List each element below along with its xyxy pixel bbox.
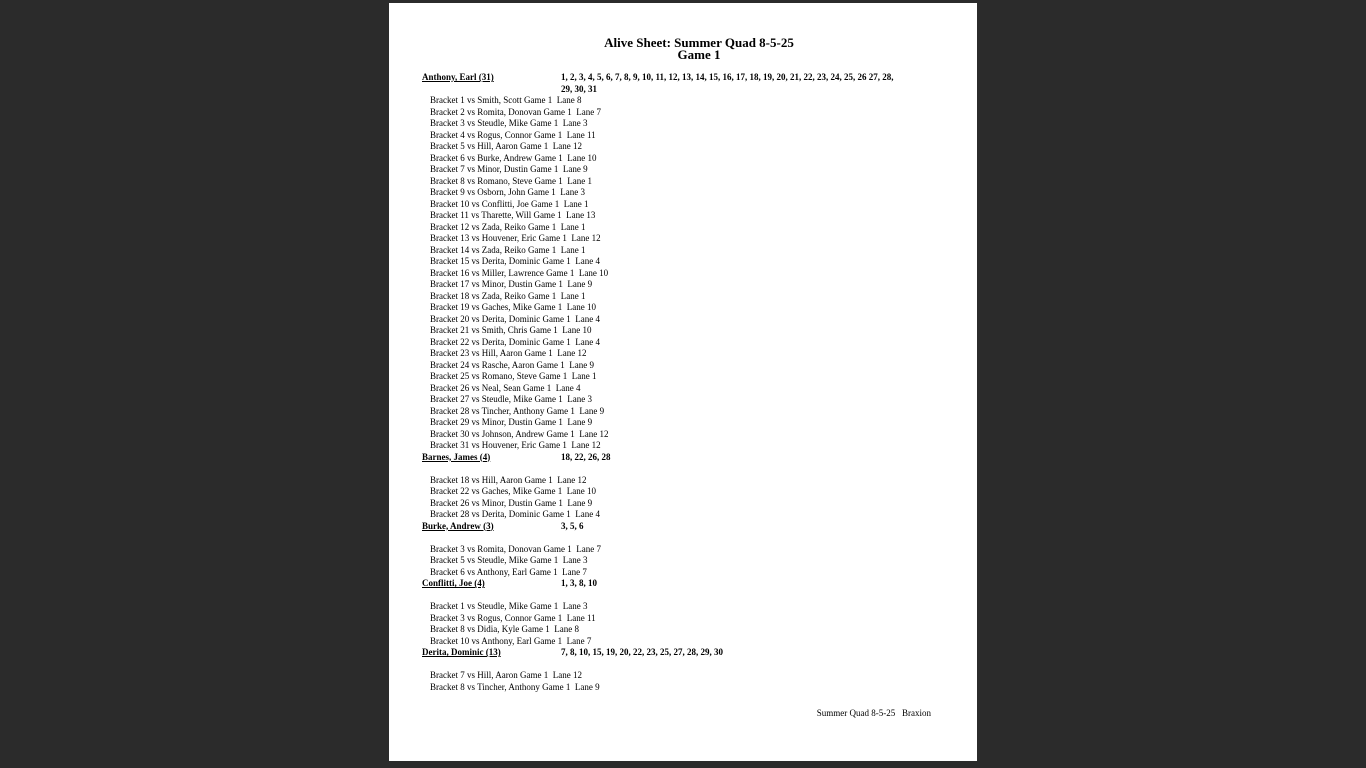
document-page [389,3,977,761]
page-footer: Summer Quad 8-5-25 Braxion [816,708,931,718]
bracket-matchup-line: Bracket 3 vs Rogus, Connor Game 1 Lane 11 [430,612,596,623]
bracket-matchup-line: Bracket 22 vs Derita, Dominic Game 1 Lane 4 [430,336,600,347]
bracket-matchup-line: Bracket 15 vs Derita, Dominic Game 1 Lane 4 [430,256,600,266]
bowler-name: Conflitti, Joe (4) [422,578,485,588]
bracket-matchup-line: Bracket 20 vs Derita, Dominic Game 1 Lane 4 [430,313,600,324]
bracket-matchup-line: Bracket 16 vs Miller, Lawrence Game 1 Lane 10 [430,267,609,278]
section-spacer [422,659,942,671]
bracket-matchup-line: Bracket 8 vs Romano, Steve Game 1 Lane 1 [430,175,592,186]
bracket-matchup-line: Bracket 9 vs Osborn, John Game 1 Lane 3 [430,187,585,197]
bracket-matchup-line: Bracket 28 vs Derita, Dominic Game 1 Lane 4 [430,509,600,519]
bracket-matchup-line: Bracket 11 vs Tharette, Will Game 1 Lane 13 [430,210,596,220]
bracket-matchup-line: Bracket 5 vs Hill, Aaron Game 1 Lane 12 [430,141,582,151]
bracket-matchup-line: Bracket 8 vs Didia, Kyle Game 1 Lane 8 [430,624,579,634]
bracket-matchup-line: Bracket 21 vs Smith, Chris Game 1 Lane 10 [430,325,592,335]
bracket-matchup-line: Bracket 3 vs Romita, Donovan Game 1 Lane 7 [430,543,601,554]
bracket-matchup-line: Bracket 30 vs Johnson, Andrew Game 1 Lane 12 [430,428,609,439]
bracket-matchup-line: Bracket 1 vs Steudle, Mike Game 1 Lane 3 [430,601,588,611]
bracket-matchup-line: Bracket 10 vs Conflitti, Joe Game 1 Lane 1 [430,198,589,209]
bracket-matchup-line: Bracket 4 vs Rogus, Connor Game 1 Lane 11 [430,129,596,140]
bowler-header [422,72,942,94]
bracket-matchup-line: Bracket 25 vs Romano, Steve Game 1 Lane 1 [430,371,597,381]
bracket-matchup-line: Bracket 27 vs Steudle, Mike Game 1 Lane 3 [430,394,592,404]
bracket-matchup-line: Bracket 7 vs Minor, Dustin Game 1 Lane 9 [430,164,588,174]
bowler-name: Burke, Andrew (3) [422,520,494,531]
bracket-matchup-line: Bracket 17 vs Minor, Dustin Game 1 Lane 9 [430,279,593,289]
bracket-matchup-line: Bracket 28 vs Tincher, Anthony Game 1 Lane 9 [430,405,605,416]
bracket-matchup-line: Bracket 6 vs Burke, Andrew Game 1 Lane 10 [430,152,597,163]
bracket-matchup-line: Bracket 26 vs Neal, Sean Game 1 Lane 4 [430,382,581,393]
bracket-matchup-line: Bracket 18 vs Zada, Reiko Game 1 Lane 1 [430,290,586,301]
bowler-header [422,452,942,464]
bracket-matchup-line: Bracket 24 vs Rasche, Aaron Game 1 Lane 9 [430,359,594,370]
bowler-header [422,521,942,533]
bowler-bracket-numbers: 1, 2, 3, 4, 5, 6, 7, 8, 9, 10, 11, 12, 13, 14, 15, 16, 17, 18, 19, 20, 21, 22, 23, 24, 25, 26 27, 28, 29, 30, 31 [561,72,894,94]
bracket-matchup-line: Bracket 22 vs Gaches, Mike Game 1 Lane 10 [430,486,596,496]
bracket-matchup-line: Bracket 18 vs Hill, Aaron Game 1 Lane 12 [430,474,587,485]
bowler-name: Derita, Dominic (13) [422,647,501,657]
bowler-name: Anthony, Earl (31) [422,72,494,82]
bracket-matchup-line: Bracket 8 vs Tincher, Anthony Game 1 Lane 9 [430,681,600,692]
bowler-bracket-numbers: 7, 8, 10, 15, 19, 20, 22, 23, 25, 27, 28, 29, 30 [561,647,723,657]
document-title: Alive Sheet: Summer Quad 8-5-25 [604,35,794,50]
section-spacer [422,590,942,602]
bowler-bracket-numbers: 1, 3, 8, 10 [561,578,597,588]
bracket-matchup-line: Bracket 23 vs Hill, Aaron Game 1 Lane 12 [430,348,587,358]
bowler-bracket-numbers: 18, 22, 26, 28 [561,451,611,462]
bracket-matchup-line: Bracket 1 vs Smith, Scott Game 1 Lane 8 [430,95,582,105]
document-subtitle: Game 1 [677,47,721,62]
bracket-matchup-line: Bracket 26 vs Minor, Dustin Game 1 Lane 9 [430,497,593,508]
alive-sheet-sections [422,72,942,693]
bowler-name: Barnes, James (4) [422,451,491,462]
bracket-matchup-line: Bracket 2 vs Romita, Donovan Game 1 Lane 7 [430,106,601,117]
bracket-matchup-line: Bracket 7 vs Hill, Aaron Game 1 Lane 12 [430,670,582,680]
bracket-matchup-line: Bracket 12 vs Zada, Reiko Game 1 Lane 1 [430,221,586,232]
bracket-matchup-line: Bracket 3 vs Steudle, Mike Game 1 Lane 3 [430,118,588,128]
section-spacer [422,463,942,475]
bowler-header [422,647,942,659]
bracket-matchup-line: Bracket 29 vs Minor, Dustin Game 1 Lane 9 [430,417,593,427]
bracket-matchup-line: Bracket 31 vs Houvener, Eric Game 1 Lane 12 [430,440,601,450]
bracket-matchup-line: Bracket 14 vs Zada, Reiko Game 1 Lane 1 [430,244,586,255]
section-spacer [422,532,942,544]
bowler-header [422,578,942,590]
bracket-matchup-line: Bracket 13 vs Houvener, Eric Game 1 Lane 12 [430,233,601,243]
bracket-matchup-line: Bracket 19 vs Gaches, Mike Game 1 Lane 10 [430,302,596,312]
bracket-matchup-line: Bracket 10 vs Anthony, Earl Game 1 Lane 7 [430,635,592,646]
bracket-matchup-line: Bracket 6 vs Anthony, Earl Game 1 Lane 7 [430,566,587,577]
bracket-matchup-line: Bracket 5 vs Steudle, Mike Game 1 Lane 3 [430,555,588,565]
bowler-bracket-numbers: 3, 5, 6 [561,520,584,531]
